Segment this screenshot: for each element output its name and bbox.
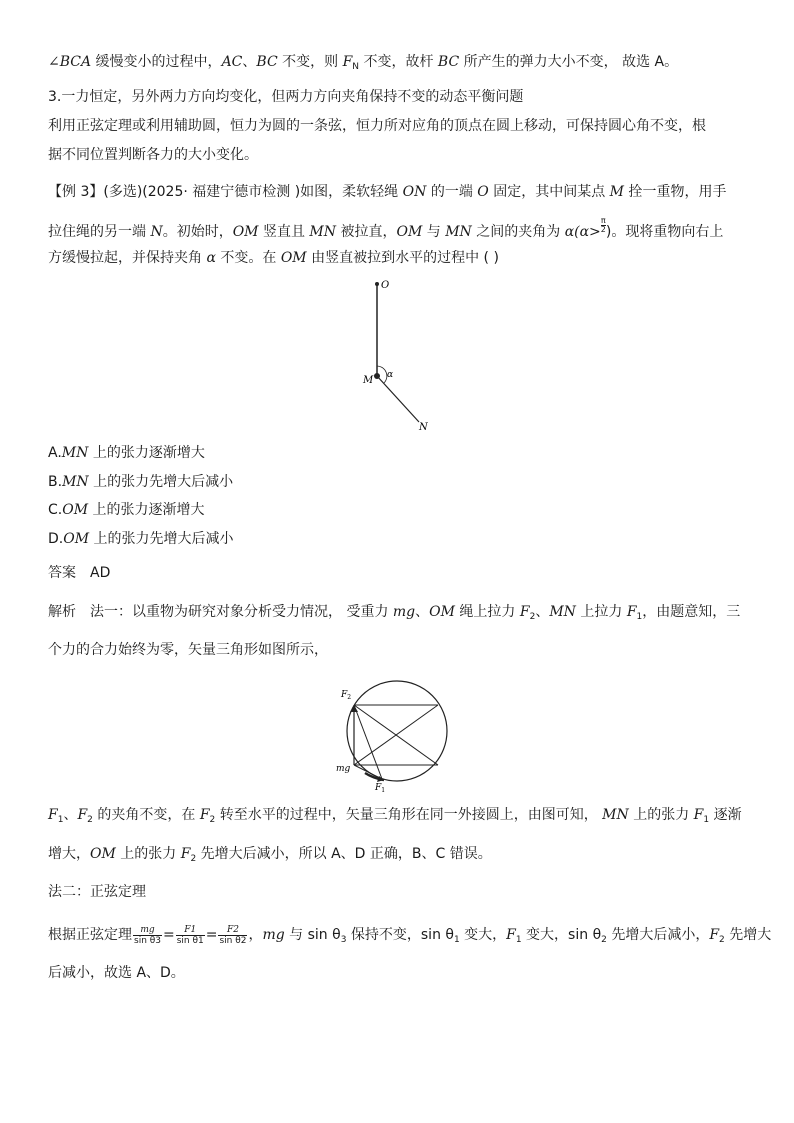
var-mg: mg xyxy=(262,927,285,943)
var-bc: BC xyxy=(256,54,278,70)
point-o xyxy=(375,282,379,286)
var-f2: F xyxy=(519,604,530,620)
text: 竖直且 xyxy=(258,224,310,240)
var-mn: MN xyxy=(549,604,576,620)
section-desc-1: 利用正弦定理或利用辅助圆，恒力为圆的一条弦，恒力所对应角的顶点在圆上移动，可保持圆心角不变，根 xyxy=(48,118,706,134)
var-f1: F xyxy=(693,807,704,823)
angle-bca: ∠BCA xyxy=(48,54,92,70)
text: 、 xyxy=(415,604,430,620)
frac-den: 2 xyxy=(600,225,606,234)
var-om: OM xyxy=(90,846,116,862)
option-text: 上的张力先增大后减小 xyxy=(88,474,234,490)
subscript: 1 xyxy=(703,815,710,825)
f2-sub: 2 xyxy=(347,694,352,701)
text: 变大，sin θ xyxy=(521,927,602,943)
var-mg: mg xyxy=(392,604,416,620)
text: 之间的夹角为 xyxy=(471,224,565,240)
var-f2: F xyxy=(199,807,210,823)
text: 拴一重物，用手 xyxy=(624,184,727,200)
text: 拉住绳的另一端 xyxy=(48,224,151,240)
subscript: 2 xyxy=(209,815,216,825)
f1-letter: F xyxy=(375,783,382,793)
subscript: 2 xyxy=(87,815,93,825)
option-a xyxy=(48,443,205,463)
label-alpha: α xyxy=(387,370,394,380)
text-line-1 xyxy=(48,52,678,77)
text: 、 xyxy=(63,807,78,823)
label-m: M xyxy=(363,375,374,386)
text: 变大， xyxy=(459,927,507,943)
arrow-head-top xyxy=(350,705,358,712)
frac-den: sin θ1 xyxy=(176,935,204,946)
var-f1: F xyxy=(506,927,516,943)
option-c xyxy=(48,500,205,520)
subscript: 2 xyxy=(601,935,607,945)
var-mn: MN xyxy=(309,224,337,240)
label-mg: mg xyxy=(336,764,351,774)
option-b xyxy=(48,472,233,492)
example-line-2 xyxy=(48,217,723,242)
analysis-label: 解析 xyxy=(48,604,76,620)
equals: = xyxy=(163,927,175,943)
text: 所产生的弹力大小不变， 故选 A。 xyxy=(459,54,679,70)
subscript: 1 xyxy=(57,815,64,825)
alpha-expr: α(α> xyxy=(564,224,601,240)
subscript: 1 xyxy=(636,612,643,622)
vector-circle-figure xyxy=(334,680,454,796)
var-om: OM xyxy=(280,250,307,266)
option-var: MN xyxy=(61,445,89,461)
text: (多选)(2025· 福建宁德市检测 )如图，柔软轻绳 xyxy=(103,184,403,200)
answer-line xyxy=(48,563,110,583)
text: 缓慢变小的过程中， xyxy=(91,54,222,70)
f2-vector xyxy=(354,705,382,779)
subscript: 2 xyxy=(529,612,536,622)
frac-den: sin θ3 xyxy=(134,935,161,946)
text: 由竖直被拉到水平的过程中 ( ) xyxy=(306,250,499,266)
conclusion-line-1 xyxy=(48,805,742,830)
var-om: OM xyxy=(396,224,423,240)
text: 与 sin θ xyxy=(284,927,341,943)
var-f2: F xyxy=(77,807,88,823)
text: 不变，故杆 xyxy=(359,54,438,70)
text: 与 xyxy=(422,224,446,240)
text: 根据正弦定理 xyxy=(48,927,132,943)
option-letter: A. xyxy=(48,445,62,461)
text: ， xyxy=(248,927,263,943)
point-m xyxy=(374,373,380,379)
fraction-mg xyxy=(133,925,162,946)
option-text: 上的张力逐渐增大 xyxy=(88,445,205,461)
text: 保持不变，sin θ xyxy=(346,927,454,943)
fraction-f2 xyxy=(218,925,247,946)
method2-line-1 xyxy=(48,922,771,953)
equals: = xyxy=(205,927,218,943)
option-var: MN xyxy=(62,474,89,490)
text: 转至水平的过程中，矢量三角形在同一外接圆上，由图可知， xyxy=(215,807,603,823)
var-f1: F xyxy=(48,807,58,823)
frac-den: sin θ2 xyxy=(219,935,247,946)
example-line-1 xyxy=(48,182,726,202)
var-o: O xyxy=(477,184,489,200)
section-desc-2: 据不同位置判断各力的大小变化。 xyxy=(48,147,258,163)
circumcircle xyxy=(347,681,447,781)
subscript: N xyxy=(352,62,360,72)
text: 、 xyxy=(535,604,550,620)
option-letter: C. xyxy=(48,502,63,518)
var-mn: MN xyxy=(602,807,629,823)
subscript: 1 xyxy=(453,935,460,945)
analysis-line-1 xyxy=(48,602,740,627)
text: 的一端 xyxy=(426,184,478,200)
text: )。现将重物向右上 xyxy=(605,224,724,240)
text: 方缓慢拉起，并保持夹角 xyxy=(48,250,207,266)
var-fn: F xyxy=(342,54,353,70)
f1-sub: 1 xyxy=(381,787,386,794)
text: 不变，则 xyxy=(277,54,343,70)
section-title: 3.一力恒定，另外两力方向均变化，但两力方向夹角保持不变的动态平衡问题 xyxy=(48,89,524,105)
example-tag: 【例 3】 xyxy=(48,184,104,200)
option-var: OM xyxy=(63,531,90,547)
frac-num: π xyxy=(600,216,606,225)
text: 、 xyxy=(242,54,257,70)
text: 先增大后减小， xyxy=(606,927,710,943)
var-f2: F xyxy=(180,846,191,862)
text: ，由题意知，三 xyxy=(642,604,741,620)
conclusion-line-2 xyxy=(48,844,492,869)
var-om: OM xyxy=(429,604,455,620)
var-m: M xyxy=(609,184,625,200)
text: 先增大 xyxy=(724,927,772,943)
var-bc: BC xyxy=(437,54,460,70)
var-ac: AC xyxy=(221,54,243,70)
subscript: 2 xyxy=(190,854,197,864)
option-text: 上的张力先增大后减小 xyxy=(89,531,234,547)
method2-title: 法二：正弦定理 xyxy=(48,884,146,900)
text: 增大， xyxy=(48,846,90,862)
subscript: 1 xyxy=(515,935,522,945)
var-f2: F xyxy=(709,927,720,943)
rope-figure xyxy=(350,276,450,436)
text: 。初始时， xyxy=(162,224,233,240)
example-line-3 xyxy=(48,248,499,268)
var-n: N xyxy=(150,224,163,240)
text: 上拉力 xyxy=(575,604,627,620)
option-text: 上的张力逐渐增大 xyxy=(88,502,205,518)
frac-num: F2 xyxy=(218,925,247,936)
var-alpha: α xyxy=(206,250,216,266)
text: 固定，其中间某点 xyxy=(488,184,610,200)
text: 上的张力 xyxy=(628,807,694,823)
f2-letter: F xyxy=(341,690,348,700)
frac-num: F1 xyxy=(176,925,205,936)
var-mn: MN xyxy=(445,224,472,240)
frac-num: mg xyxy=(133,925,162,936)
fraction-f1 xyxy=(176,925,205,946)
option-var: OM xyxy=(62,502,89,518)
answer-label: 答案 xyxy=(48,565,76,581)
text: 上的张力 xyxy=(115,846,181,862)
label-f1 xyxy=(374,783,385,794)
text: 的夹角不变，在 xyxy=(92,807,200,823)
answer-value: AD xyxy=(90,565,111,581)
rope-mn xyxy=(377,376,419,422)
text: 逐渐 xyxy=(709,807,742,823)
text: 绳上拉力 xyxy=(454,604,520,620)
subscript: 2 xyxy=(719,935,725,945)
label-o: O xyxy=(381,280,390,291)
subscript: 3 xyxy=(340,935,347,945)
var-f1: F xyxy=(626,604,637,620)
analysis-line-2: 个力的合力始终为零，矢量三角形如图所示， xyxy=(48,642,328,658)
method2-line-2: 后减小，故选 A、D。 xyxy=(48,965,185,981)
var-on: ON xyxy=(402,184,427,200)
var-om: OM xyxy=(232,224,259,240)
option-d xyxy=(48,529,234,549)
text: 不变。在 xyxy=(215,250,281,266)
text: 法一：以重物为研究对象分析受力情况， 受重力 xyxy=(90,604,393,620)
option-letter: B. xyxy=(48,474,63,490)
option-letter: D. xyxy=(48,531,64,547)
label-f2 xyxy=(340,690,351,701)
text: 先增大后减小，所以 A、D 正确，B、C 错误。 xyxy=(196,846,492,862)
text: 被拉直， xyxy=(336,224,397,240)
label-n: N xyxy=(419,422,428,433)
